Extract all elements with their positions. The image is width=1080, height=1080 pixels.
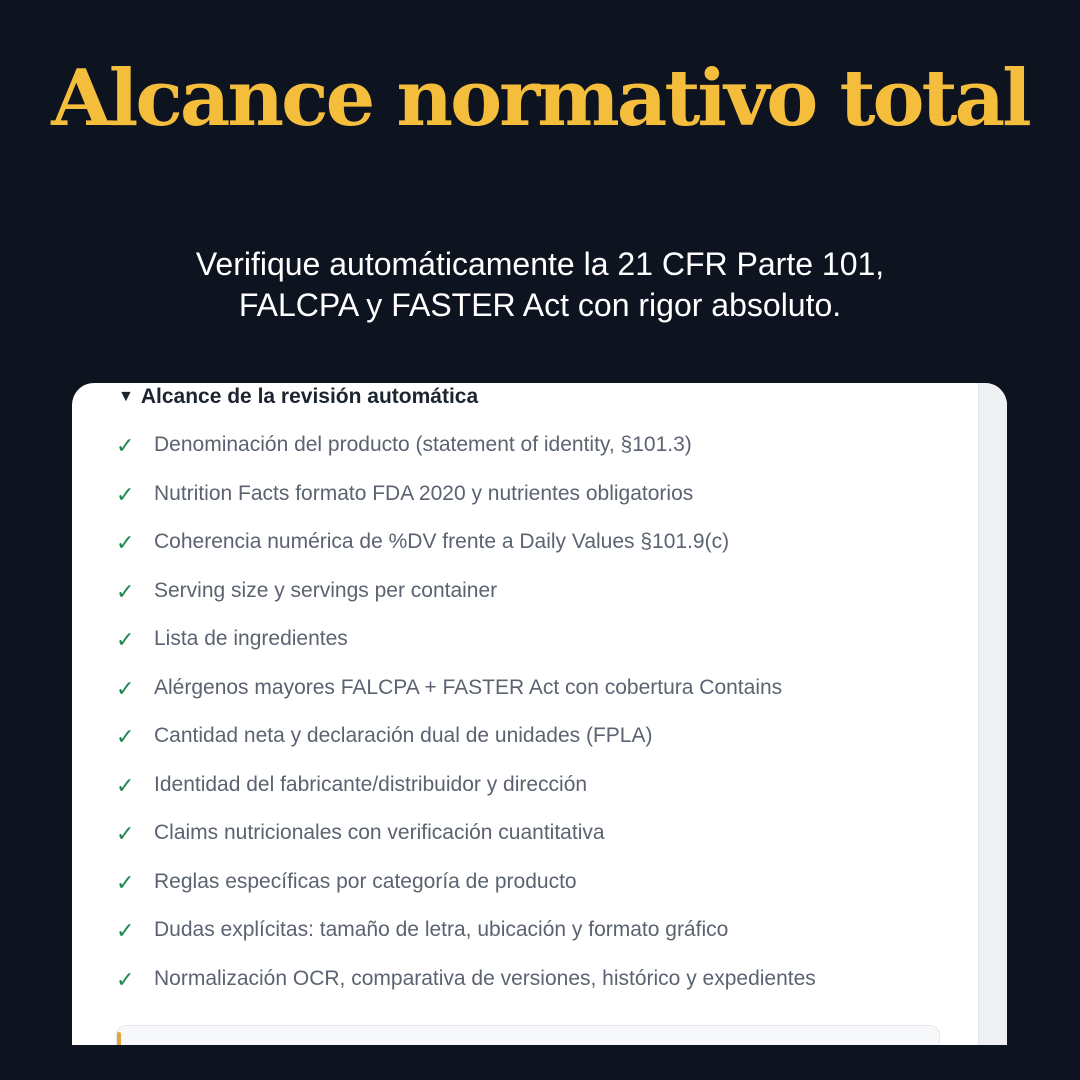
checkmark-icon: ✓ <box>116 966 135 992</box>
checklist-item <box>116 530 816 579</box>
checklist-item-label: Identidad del fabricante/distribuidor y dirección <box>154 772 588 796</box>
checklist-item-label: Cantidad neta y declaración dual de unidades (FPLA) <box>154 724 653 747</box>
checklist-item-label: Claims nutricionales con verificación cuantitativa <box>154 821 605 844</box>
panel-scrollbar[interactable] <box>978 383 1007 1045</box>
callout-accent-bar <box>117 1032 121 1045</box>
checklist-item <box>116 724 816 773</box>
summary-title: Alcance de la revisión automática <box>140 385 479 408</box>
subtitle: Verifique automáticamente la 21 CFR Parte 101, FALCPA y FASTER Act con rigor absoluto. <box>195 246 885 323</box>
checklist-item <box>116 967 816 1016</box>
checkmark-icon: ✓ <box>116 578 135 604</box>
scope-checklist <box>116 433 816 1015</box>
checklist-item <box>116 627 816 676</box>
checklist-item <box>116 870 816 919</box>
checkmark-icon: ✓ <box>116 918 135 943</box>
caret-down-icon: ▼ <box>118 388 134 405</box>
checklist-item <box>116 579 816 628</box>
checklist-item-label: Alérgenos mayores FALCPA + FASTER Act con cobertura Contains <box>154 675 783 699</box>
checklist-item <box>116 773 816 822</box>
checkmark-icon: ✓ <box>116 530 135 555</box>
checklist-item <box>116 482 816 531</box>
checkmark-icon: ✓ <box>116 821 135 846</box>
note-callout <box>116 1025 940 1045</box>
review-scope-summary-toggle[interactable] <box>118 383 478 411</box>
headline: Alcance normativo total <box>51 53 1029 144</box>
checkmark-icon: ✓ <box>116 772 135 798</box>
checkmark-icon: ✓ <box>116 675 135 701</box>
checklist-item-label: Reglas específicas por categoría de producto <box>154 869 577 893</box>
checklist-item-label: Normalización OCR, comparativa de versiones, histórico y expedientes <box>154 966 816 990</box>
checkmark-icon: ✓ <box>116 869 135 895</box>
checklist-item-label: Dudas explícitas: tamaño de letra, ubicación y formato gráfico <box>154 918 729 941</box>
checklist-item <box>116 918 816 967</box>
checklist-item-label: Coherencia numérica de %DV frente a Daily Values §101.9(c) <box>154 530 730 553</box>
checklist-item <box>116 433 816 482</box>
checklist-item <box>116 821 816 870</box>
review-scope-panel <box>72 383 1007 1045</box>
checklist-item <box>116 676 816 725</box>
checklist-item-label: Lista de ingredientes <box>154 627 348 650</box>
checkmark-icon: ✓ <box>116 627 135 652</box>
checkmark-icon: ✓ <box>116 433 135 458</box>
checkmark-icon: ✓ <box>116 724 135 749</box>
checklist-item-label: Nutrition Facts formato FDA 2020 y nutrientes obligatorios <box>154 481 694 505</box>
checkmark-icon: ✓ <box>116 481 135 507</box>
checklist-item-label: Denominación del producto (statement of identity, §101.3) <box>154 433 692 456</box>
checklist-item-label: Serving size y servings per container <box>154 578 498 602</box>
